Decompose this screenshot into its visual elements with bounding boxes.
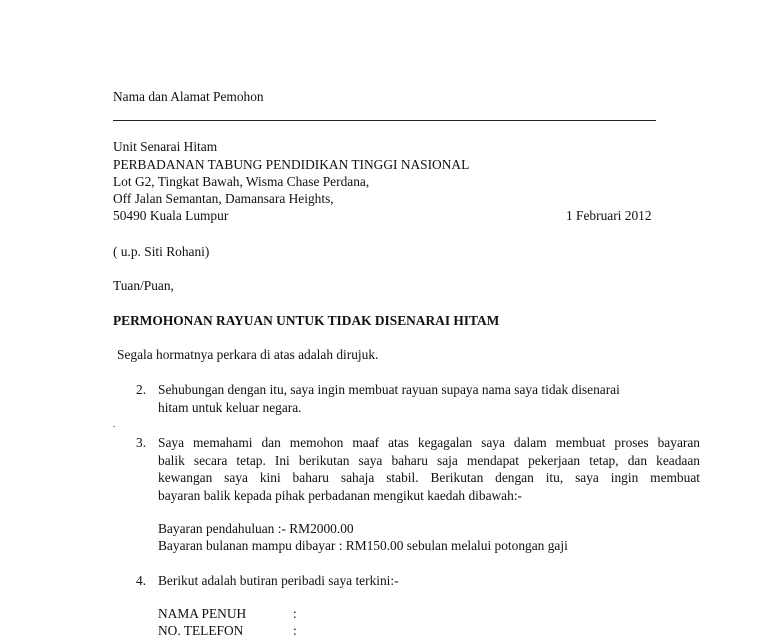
item-3-paragraph <box>158 434 700 504</box>
paragraph-line: Sehubungan dengan itu, saya ingin membuat rayuan supaya nama saya tidak disenarai <box>158 382 620 397</box>
item-number: 2. <box>136 382 147 397</box>
item-2-paragraph <box>158 381 700 416</box>
item-4-paragraph: Berikut adalah butiran peribadi saya terkini:- <box>158 573 399 588</box>
opening-sentence: Segala hormatnya perkara di atas adalah dirujuk. <box>117 347 379 362</box>
paragraph-line: hitam untuk keluar negara. <box>158 399 302 415</box>
letter-subject: PERMOHONAN RAYUAN UNTUK TIDAK DISENARAI HITAM <box>113 313 500 328</box>
recipient-address-line-1: Lot G2, Tingkat Bawah, Wisma Chase Perdana, <box>113 174 370 189</box>
paragraph-line: kewangan saya kini baharu sahaja stabil. Berikutan dengan itu, saya ingin membuat <box>158 470 700 485</box>
attention-line: ( u.p. Siti Rohani) <box>113 244 210 259</box>
recipient-address-line-2: Off Jalan Semantan, Damansara Heights, <box>113 191 334 206</box>
field-label-phone: NO. TELEFON <box>158 623 244 638</box>
recipient-org: PERBADANAN TABUNG PENDIDIKAN TINGGI NASIONAL <box>113 157 470 172</box>
item-number: 3. <box>136 435 147 450</box>
paragraph-line: Saya memahami dan memohon maaf atas kegagalan saya dalam membuat proses bayaran <box>158 435 700 450</box>
field-label-name: NAMA PENUH <box>158 606 247 621</box>
recipient-address-line-3: 50490 Kuala Lumpur <box>113 208 229 223</box>
recipient-unit: Unit Senarai Hitam <box>113 139 218 154</box>
field-separator: : <box>293 623 297 638</box>
applicant-divider <box>113 120 656 121</box>
payment-monthly: Bayaran bulanan mampu dibayar : RM150.00 sebulan melalui potongan gaji <box>158 538 568 553</box>
letter-date: 1 Februari 2012 <box>566 208 652 223</box>
item-number: 4. <box>136 573 147 588</box>
applicant-header: Nama dan Alamat Pemohon <box>113 89 264 104</box>
paragraph-line: balik secara tetap. Ini berikutan saya baharu saja mendapat pekerjaan tetap, dan keadaan <box>158 452 700 468</box>
paragraph-line: bayaran balik kepada pihak perbadanan mengikut kaedah dibawah:- <box>158 487 522 503</box>
field-separator: : <box>293 606 297 621</box>
stray-mark: . <box>113 419 116 429</box>
salutation: Tuan/Puan, <box>113 278 174 293</box>
payment-initial: Bayaran pendahuluan :- RM2000.00 <box>158 521 354 536</box>
